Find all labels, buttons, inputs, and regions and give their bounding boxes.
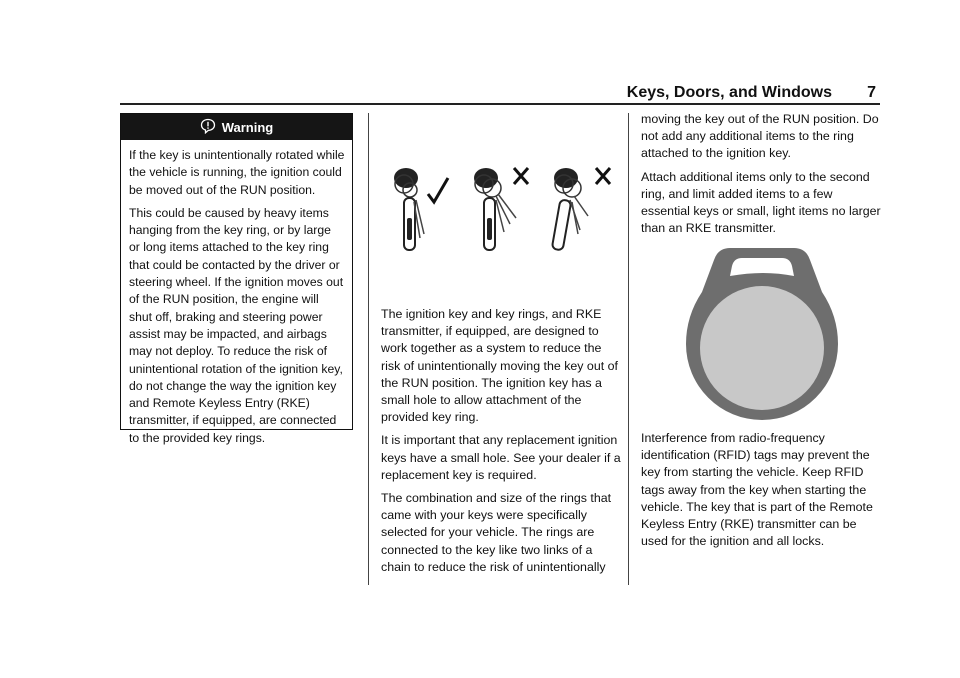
middle-column-text xyxy=(381,306,621,582)
right-column-text-bottom xyxy=(641,430,881,556)
warning-paragraph: If the key is unintentionally rotated while the vehicle is running, the ignition could be moved out of the RUN position. xyxy=(129,148,345,197)
key-ring-incorrect-icon-2 xyxy=(552,168,610,250)
warning-paragraph: This could be caused by heavy items hanging from the key ring, or by large or long items attached to the key ring that could be contacted by the driver or steering wheel. If the ignition moves out of the RUN position, the engine will shut off, braking and steering power assist may be impacted, and airbags may not deploy. To reduce the risk of unintentional rotation of the ignition key, do not change the way the ignition key and Remote Keyless Entry (RKE) transmitter, if equipped, are connected to the provided key rings. xyxy=(129,205,344,445)
key-ring-incorrect-icon-1 xyxy=(474,168,528,250)
exclamation-bubble-icon xyxy=(200,118,216,137)
warning-header xyxy=(121,114,352,140)
warning-body xyxy=(121,140,352,447)
body-paragraph: The ignition key and key rings, and RKE transmitter, if equipped, are designed to work together as a system to reduce the risk of unintentionally moving the key out of the RUN position. The ignition key has a small hole to allow attachment of the provided key ring. xyxy=(381,307,618,425)
page-number: 7 xyxy=(867,84,876,101)
body-paragraph: Interference from radio-frequency identification (RFID) tags may prevent the key from starting the vehicle. Keep RFID tags away from the key when starting the vehicle. The key that is part of the Remote Keyless Entry (RKE) transmitter can be used for the ignition and all locks. xyxy=(641,431,873,549)
section-title: Keys, Doors, and Windows xyxy=(626,84,832,101)
page-header xyxy=(0,80,880,104)
right-column-text-top xyxy=(641,111,881,243)
body-paragraph: The combination and size of the rings that came with your keys were specifically selected for your vehicle. The rings are connected to the key like two links of a chain to reduce the risk of unintentionally xyxy=(381,491,612,574)
body-paragraph: Attach additional items only to the second ring, and limit added items to a few essential keys or small, light items no larger than an RKE transmitter. xyxy=(641,169,881,236)
warning-title: Warning xyxy=(221,119,274,135)
body-paragraph: It is important that any replacement ignition keys have a small hole. See your dealer if a replacement key is required. xyxy=(381,433,621,482)
column-divider-right xyxy=(628,113,629,585)
body-paragraph: moving the key out of the RUN position. Do not add any additional items to the ring attached to the ignition key. xyxy=(641,112,879,161)
warning-box xyxy=(120,113,353,445)
rfid-tag-fob-illustration xyxy=(682,244,842,422)
column-divider-left xyxy=(368,113,369,585)
header-rule xyxy=(120,103,880,105)
key-ring-correct-icon xyxy=(394,168,448,250)
key-ring-examples-illustration xyxy=(384,160,616,260)
